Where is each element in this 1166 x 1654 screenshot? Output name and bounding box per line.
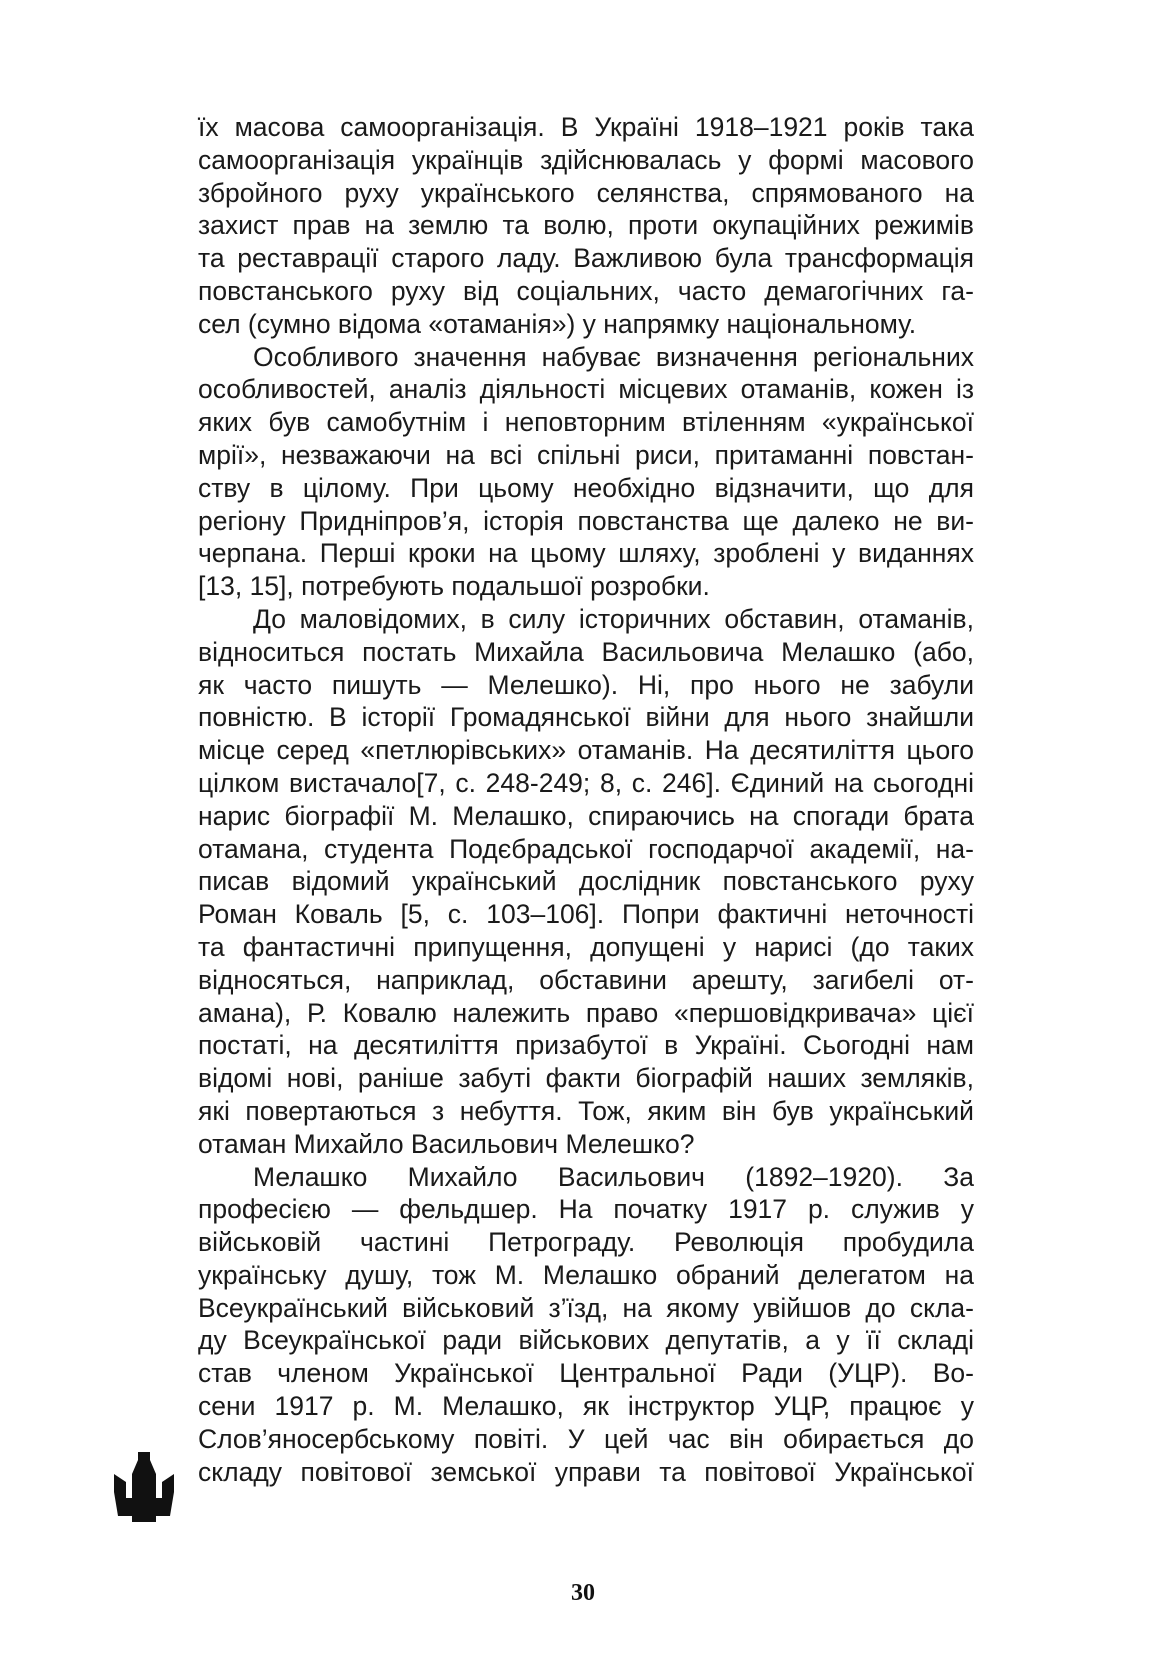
text-line: яких був самобутнім і неповторним втіленням «української	[198, 407, 974, 438]
text-line: Роман Коваль [5, с. 103–106]. Попри фактичні неточності	[198, 899, 974, 930]
text-line: став членом Української Центральної Ради (УЦР). Во-	[198, 1358, 974, 1389]
text-line: Мелашко Михайло Васильович (1892–1920). За	[253, 1161, 974, 1192]
text-line: Особливого значення набуває визначення регіональних	[253, 341, 974, 372]
text-line: постаті, на десятиліття призабутої в Україні. Сьогодні нам	[198, 1030, 974, 1061]
text-line: відносяться, наприклад, обставини арешту, загибелі от-	[198, 964, 974, 995]
text-line: місце серед «петлюрівських» отаманів. На десятиліття цього	[198, 735, 974, 766]
text-line: цілком вистачало[7, с. 248-249; 8, с. 246]. Єдиний на сьогодні	[198, 767, 974, 798]
text-line: професією — фельдшер. На початку 1917 р. служив у	[198, 1194, 974, 1225]
text-line: повстанського руху від соціальних, часто демагогічних га-	[198, 275, 974, 306]
text-line: відомі нові, раніше забуті факти біографій наших земляків,	[198, 1063, 974, 1094]
text-line: ству в цілому. При цьому необхідно відзначити, що для	[198, 472, 974, 503]
text-line: отамана, студента Подєбрадської господарчої академії, на-	[198, 833, 974, 864]
text-line: їх масова самоорганізація. В Україні 1918–1921 років така	[198, 112, 974, 142]
text-line: як часто пишуть — Мелешко). Ні, про нього не забули	[198, 669, 974, 700]
text-line: амана), Р. Ковалю належить право «першовідкривача» цієї	[198, 997, 974, 1028]
text-line: особливостей, аналіз діяльності місцевих отаманів, кожен із	[198, 374, 974, 405]
page-number: 30	[571, 1580, 595, 1606]
text-line: нарис біографії М. Мелашко, спираючись на спогади брата	[198, 800, 974, 831]
text-line: складу повітової земської управи та повітової Української	[198, 1456, 974, 1487]
text-line: які повертаються з небуття. Тож, яким він був український	[198, 1095, 974, 1126]
text-line: самоорганізація українців здійснювалась у формі масового	[198, 144, 974, 175]
text-line: військовій частині Петрограду. Революція пробудила	[198, 1227, 974, 1258]
text-line: писав відомий український дослідник повстанського руху	[198, 866, 974, 897]
text-line: регіону Придніпров’я, історія повстанства ще далеко не ви-	[198, 505, 974, 536]
text-line: збройного руху українського селянства, спрямованого на	[198, 177, 974, 208]
text-line: сени 1917 р. М. Мелашко, як інструктор УЦР, працює у	[198, 1391, 974, 1422]
text-line: ду Всеукраїнської ради військових депутатів, а у її складі	[198, 1325, 974, 1356]
text-line: Слов’яносербському повіті. У цей час він обирається до	[198, 1423, 974, 1454]
publisher-logo-icon	[112, 1452, 176, 1522]
body-text	[198, 111, 974, 1488]
text-line: [13, 15], потребують подальшої розробки.	[198, 571, 710, 602]
text-line: відноситься постать Михайла Васильовича Мелашко (або,	[198, 636, 974, 667]
text-line: мрії», незважаючи на всі спільні риси, притаманні повстан-	[198, 439, 974, 470]
text-line: захист прав на землю та волю, проти окупаційних режимів	[198, 210, 974, 241]
text-line: повністю. В історії Громадянської війни для нього знайшли	[198, 702, 974, 733]
text-line: та реставрації старого ладу. Важливою була трансформація	[198, 243, 974, 274]
text-line: українську душу, тож М. Мелашко обраний делегатом на	[198, 1259, 974, 1290]
text-line: Всеукраїнський військовий з’їзд, на якому увійшов до скла-	[198, 1292, 974, 1323]
text-line: черпана. Перші кроки на цьому шляху, зроблені у виданнях	[198, 538, 974, 569]
text-line: отаман Михайло Васильович Мелешко?	[198, 1128, 695, 1159]
text-line: сел (сумно відома «отаманія») у напрямку національному.	[198, 308, 917, 339]
text-line: та фантастичні припущення, допущені у нарисі (до таких	[198, 931, 974, 962]
text-line: До маловідомих, в силу історичних обставин, отаманів,	[253, 603, 974, 634]
